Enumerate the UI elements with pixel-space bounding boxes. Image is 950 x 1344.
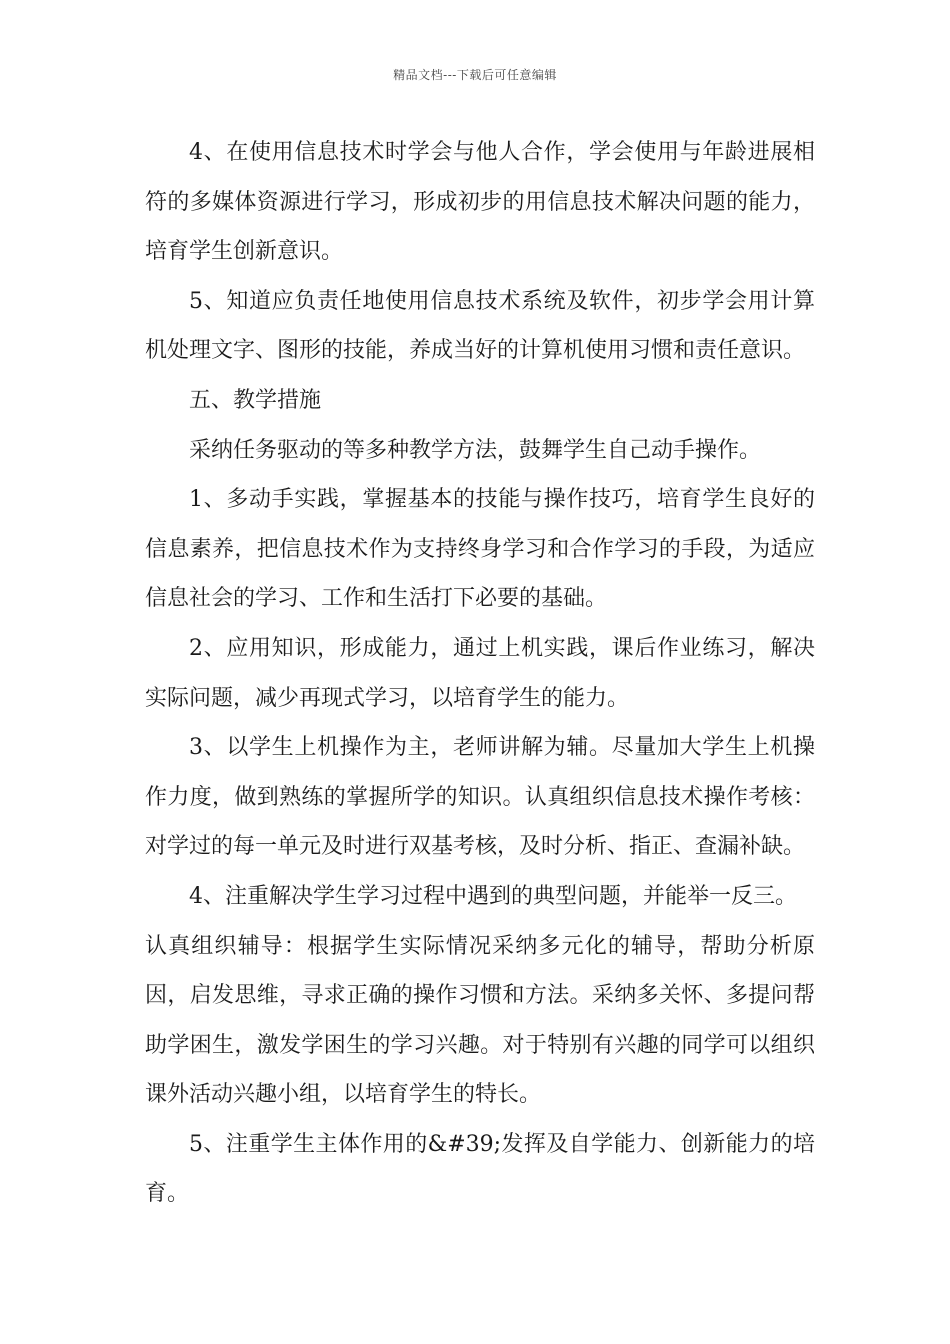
section-heading-teaching-measures: 五、教学措施 xyxy=(189,387,322,413)
paragraph-measure-1: 1、多动手实践，掌握基本的技能与操作技巧，培育学生良好的信息素养，把信息技术作为支持终身学习和合作学习的手段，为适应信息社会的学习、工作和生活打下必要的基础。 xyxy=(145,487,815,612)
paragraph-goal-5: 5、知道应负责任地使用信息技术系统及软件，初步学会用计算机处理文字、图形的技能，养成当好的计算机使用习惯和责任意识。 xyxy=(145,288,815,364)
paragraph-intro: 采纳任务驱动的等多种教学方法，鼓舞学生自己动手操作。 xyxy=(189,437,762,463)
paragraph-measure-5: 5、注重学生主体作用的&#39;发挥及自学能力、创新能力的培育。 xyxy=(145,1131,815,1207)
paragraph-tutoring: 认真组织辅导：根据学生实际情况采纳多元化的辅导，帮助分析原因，启发思维，寻求正确的操作习惯和方法。采纳多关怀、多提问帮助学困生，激发学困生的学习兴趣。对于特别有兴趣的同学可以组织课外活动兴趣小组，以培育学生的特长。 xyxy=(145,933,815,1108)
page-header: 精品文档---下载后可任意编辑 xyxy=(393,68,557,82)
paragraph-measure-3: 3、以学生上机操作为主，老师讲解为辅。尽量加大学生上机操作力度，做到熟练的掌握所学的知识。认真组织信息技术操作考核：对学过的每一单元及时进行双基考核，及时分析、指正、查漏补缺。 xyxy=(145,735,815,860)
paragraph-measure-2: 2、应用知识，形成能力，通过上机实践，课后作业练习，解决实际问题，减少再现式学习，以培育学生的能力。 xyxy=(145,635,815,711)
document-body xyxy=(145,128,815,1219)
paragraph-goal-4: 4、在使用信息技术时学会与他人合作，学会使用与年龄进展相符的多媒体资源进行学习，形成初步的用信息技术解决问题的能力，培育学生创新意识。 xyxy=(145,140,815,265)
paragraph-measure-4: 4、注重解决学生学习过程中遇到的典型问题，并能举一反三。 xyxy=(189,883,797,909)
